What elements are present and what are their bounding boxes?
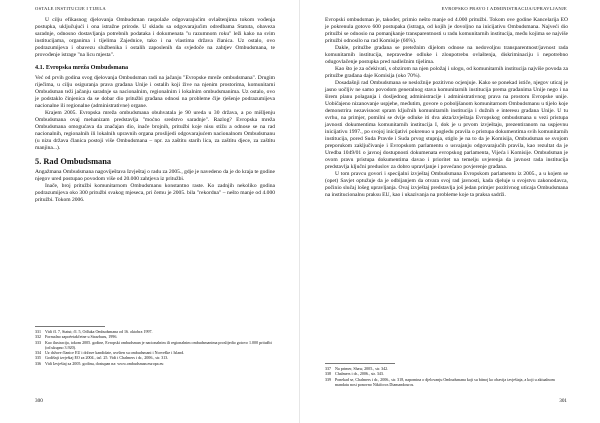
footnote: 332 Formalno zapoèetakčetne u Strazburu, 1996. xyxy=(35,334,118,340)
paragraph: Evropski ombudsman je, također, primio nešto manje od 4.000 pritužbi. Tokom ove godine Kancelarija EO je pokrenula gotovo 600 postupaka (istraga, od kojih je dovoljno na inicijativu Ombudsmana. Najveći dio pritužbi se odnosio na pomanjkanje transparentnosti u radu komunitarnih institucija, među kojima se najviše pritužbi odnosilo na rad Komisije (66%). xyxy=(325,17,568,45)
paragraph: Dakle, pritužbe građana se pretežnim dijelom odnose na nedovoljnu transparentnost/javnost rada komunitarnih institucija, nepravedne odluke i zloupotrebu ovlaštenja, diskriminaciju i nepotrebno odugovlačenje postupka pred nadležnim tijelima. xyxy=(325,45,568,66)
running-head-left: OSTALE INSTITUCIJE I TIJELA xyxy=(35,6,106,11)
footnote-separator xyxy=(325,363,395,364)
footnote: 334 Uz države članice EU i države kandidate, uvršten su ombudsmani i Norveške i Island. xyxy=(35,350,185,355)
page-number-left: 300 xyxy=(35,398,43,404)
footnotes-right xyxy=(325,366,568,387)
footnote: 336 Vidi Izvještaj za 2005. godinu, dostupan na: www.ombudsman.europa.eu xyxy=(35,360,164,366)
footnote: 338 Chalmers i dr., 2006., str. 343. xyxy=(325,371,384,377)
page-number-right: 301 xyxy=(559,398,567,404)
footnote: 333 Kao ilustracija, tokom 2005. godine, Evropski ombudsman je nacionalnim ili regionalnim ombudsmanima proslijedio gotovo 1.000 pritužbi (od ukupno 3.920). xyxy=(35,339,272,350)
footnote: 331 Vidi čl. 7, Statut; čl. 5, Odluka Ombudsmana od 16. oktobra 1997. xyxy=(35,329,153,334)
paragraph: Inače, broj pritužbi komunitarnom Ombudsmanu konstantno raste. Ko zadnjih nekoliko godina podrazumijeva oko 300 pritužbi svakog mjeseca, pri čemu je 2005. bila "rekordna" – nešto manje od 4.000 pritužbi. Tokom 2006. xyxy=(35,183,275,204)
footnote: 337 Na primer, Shaw, 2005., str. 342. xyxy=(325,366,389,371)
section-heading-4-1: 4.1. Evropska mreža Ombudsmana xyxy=(35,64,129,72)
paragraph: Dosadašnji rad Ombudsmana se nesložnije pozitivno ocjenjuje. Kako se ponekad ističe, njegov uticaj je jasno uočljiv ne samo povodom generalnog stava komunitarnih institucija prema građanima Unije nego i na širem planu polaganja i dosljednog administracije i administrativnog prava na prostoru Evropske unije. Uobičajeno nizanovanje uspjehe, međutim, govore o poboljšanom komunitarnom Ombudsmanu u tijelo koje demonstrira nezavisnost spram ključnih komunitarnih institucija i dužnih e interesu građana Unije. U tu svrhu, na primjer, pomilni se dvije odluke iti dva akta/izvještaja Evropskog ombudsmana u vezi pristupa javnosti dokumentima komunitarnih institucija I, dok je u prvom izvještaju, prezentiranom na uspjevnu inicijativu 1997., po svojoj inicijativi pokrenuo u pogledu pravila o pristupa dokumentima svih komunitarnih institucija, pored Suda Pravde i Suda prvog stupnja, stiglo je na to da je Komisija, Ombudsman se svojom preporukom zaključivanje i Evropskom parlamentu o usvajanju odgovarajućih pravila, kao rezultat da je Uredba 1049/01 o javnoj dostupnosti dokumenata evropskog parlamenta, Vijeća i Komisije. Ombudsman je ovom pravu pristupa dokumentima davao i prioritet na temelju uvjerenja da javnost rada institucija predstavlja ključni preduslov za dobro upravljanje i povećano povjerenje građana. xyxy=(325,80,568,171)
right-page xyxy=(300,0,600,423)
paragraph: Angažmana Ombudsmana nagoviještava Izvještaj o radu za 2005., gdje je navedeno da je do kraja te godine njegov ured postupao povodom više od 20.000 zahtjeva iz pritužbi. xyxy=(35,169,275,183)
paragraph: Kao što je za očekivati, s obzirom na njen položaj i ulogu, od komunitarnih institucija najviše povoda za pritužbe građana daje Komisija (oko 70%). xyxy=(325,66,568,80)
paragraph: Krajem 2005. Evropska mreža ombudsmana obuhvatala je 90 ureda u 30 država, a po mišljenju Ombudsmana ovaj mehanizam predstavlja "moćno sredstvo saradnje". Razlog? Evropska mreža Ombudsmana omogućava da značajan dio, inače brojnih, pritužbi koje nisu stižu a odnose se na rad nacionalnih, regionalnih ili lokalnih upravnih organa proslijedi odgovarajućem nacionalnom Ombudsmanu (u nizu država članica postoji više Ombudsmana – npr. za zaštitu starih lica, za zaštitu djece, za zaštitu manjina...). xyxy=(35,110,275,152)
running-head-right: EVROPSKO PRAVO I ADMINISTRACIJA/UPRAVLJANJE xyxy=(441,6,567,11)
paragraph: U tom pravcu govori i specijalni izvještaj Ombudsmana Evropskom parlamentu iz 2005., a u kojem se (opet) Savjet optužuje da je odbijanjem da otvara svoj rad javnosti, kada djeluje u svojstvu zakonodavca, počinio slučaj lošeg upravljanja. Ovaj izvještaj predstavlja još jedan primjer pozitivnog uticaja Ombudsmana na institucionalnu praksu EU, kao i ukazivanja na probleme koje ta praksa sadrži. xyxy=(325,171,568,199)
footnote-separator xyxy=(35,326,105,327)
footnote: 339 Ponekad se, Chalmers i dr., 2006., str. 318, napomina o djelovanju Ombudsmana koji su bitnoj ko obavija izvještaja, a koji u aktualnom mandatu nosi ponovno Nikiforos Diamandouros. xyxy=(325,376,555,387)
paragraph: U cilju efikasnog djelovanja Ombudsman raspolaže odgovarajućim ovlaštenjima tokom vođenja postupka, uključujući i ona istražne prirode. U skladu sa odgovarajućim odredbama Statuta, obaveza saradnje, odnosno dostavljanja potrebnih podataka i dokumenata "u razumnom roku" leži kako na svim institucijama, organima i tijelima Zajednice, tako i na vlastima država članica. Uz ostalo, ovo podrazumijeva i obavezu službenika i ostalih zaposlenih da svjedoče na zahtjev Ombudsmana, te provođenje istrage "na licu mjesta". xyxy=(35,17,275,59)
footnotes-left xyxy=(35,329,275,366)
section-heading-5: 5. Rad Ombudsmana xyxy=(35,157,112,167)
footnote: 335 Godišnji izvještaj EO za 2004., tač. 25. Vidi i Chalmers i dr., 2006., str. 313. xyxy=(35,355,169,361)
left-page-body xyxy=(35,17,275,204)
right-page-body xyxy=(325,17,568,199)
paragraph: Već od prvih godina svog djelovanja Ombudsman radi na jačanju "Evropske mreže ombudsmana". Drugim riječima, u cilju osiguranja prava građana Unije i ostalih koji žive na njenim prostorima, komunitarni Ombudsman teži jačanju saradnje sa nacionalnim, regionalnim i lokalnim ombudsmanima. Uz ostalo, ovo je podstaklo činjenica da se dobar dio pritužbi građana odnosi na probleme čije rješenje podrazumijeva nacionalne ili regionalne (administrativne) organe. xyxy=(35,75,275,110)
